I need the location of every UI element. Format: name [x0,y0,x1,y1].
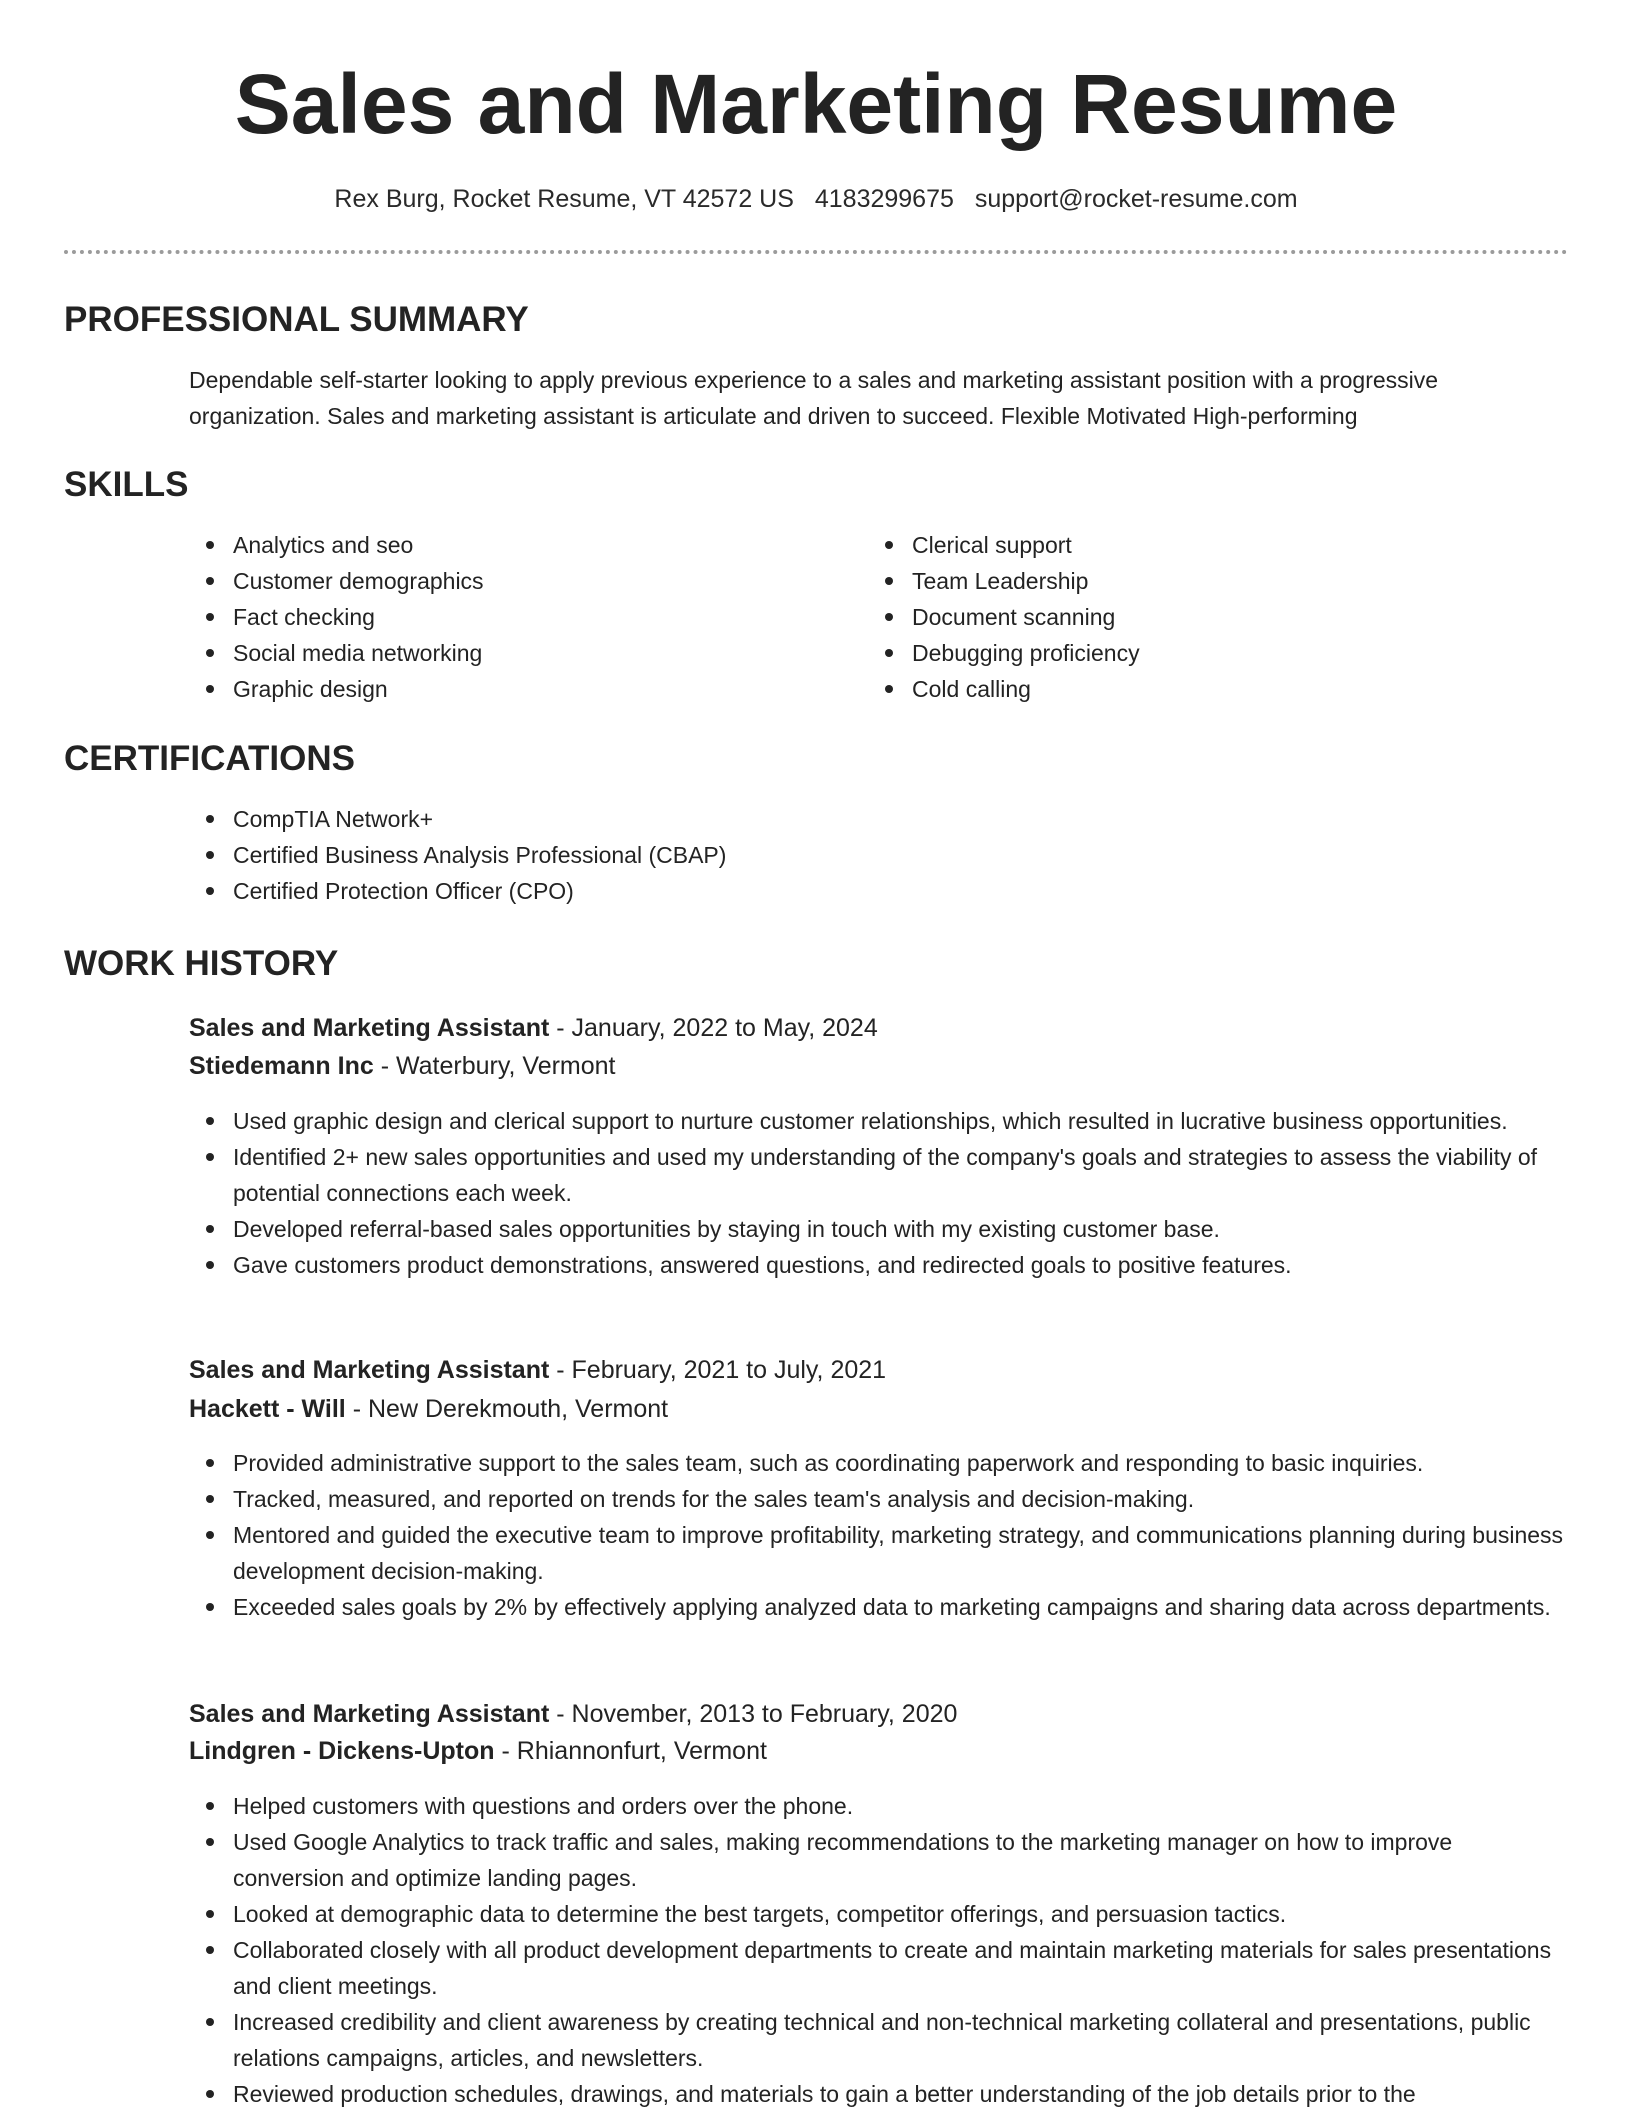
job-company-line [189,1733,767,1769]
list-item [189,873,1489,909]
job-location: - Rhiannonfurt, Vermont [494,1737,767,1765]
job-bullet-text: Developed referral-based sales opportunities by staying in touch with my existing customer base. [233,1216,1220,1242]
bullet-dot [206,1838,214,1846]
list-item [868,563,1508,599]
bullet-dot [885,541,893,549]
skill-text: Document scanning [912,604,1116,630]
contact-line [0,182,1632,216]
skill-text: Analytics and seo [233,532,414,558]
job-bullet-text: Reviewed production schedules, drawings, and materials to gain a better understanding of the job details prior to the [233,2081,1416,2107]
list-item [189,671,829,707]
list-item [189,1247,1569,1283]
bullet-dot [206,2018,214,2026]
job-company: Hackett - Will [189,1395,346,1423]
work-history-heading: WORK HISTORY [64,944,339,983]
list-item [189,1788,1569,1824]
list-item [189,801,1489,837]
bullet-dot [206,887,214,895]
bullet-dot [206,1117,214,1125]
list-item [189,837,1489,873]
job-bullet-text: Looked at demographic data to determine the best targets, competitor offerings, and persuasion tactics. [233,1901,1287,1927]
job-bullet-text: Provided administrative support to the sales team, such as coordinating paperwork and responding to basic inquiries. [233,1450,1424,1476]
bullet-dot [206,541,214,549]
list-item [189,1896,1569,1932]
certifications-heading: CERTIFICATIONS [64,739,356,778]
list-item [189,527,829,563]
skill-text: Graphic design [233,676,388,702]
skill-text: Team Leadership [912,568,1089,594]
job-bullet-text: Increased credibility and client awareness by creating technical and non-technical marketing collateral and presentations, public relations campaigns, articles, and newsletters. [233,2009,1531,2071]
skills-heading: SKILLS [64,465,189,504]
summary-text: Dependable self-starter looking to apply previous experience to a sales and marketing assistant position with a progressive organization. Sales and marketing assistant is articulate and driven to succeed. Flexible Motivated High-performing [189,367,1439,429]
job-title-line [189,1352,886,1388]
list-item [189,1932,1569,2004]
list-item [189,635,829,671]
bullet-dot [206,1459,214,1467]
job-role: Sales and Marketing Assistant [189,1356,550,1384]
bullet-dot [206,1261,214,1269]
bullet-dot [206,649,214,657]
job-title-line [189,1696,957,1732]
job-bullets [189,1445,1569,1625]
list-item [189,1139,1569,1211]
certification-text: CompTIA Network+ [233,806,434,832]
bullet-dot [206,1153,214,1161]
bullet-dot [206,1603,214,1611]
bullet-dot [206,815,214,823]
skill-text: Social media networking [233,640,483,666]
contact-email: support@rocket-resume.com [974,185,1298,213]
job-dates: - January, 2022 to May, 2024 [549,1014,878,1042]
job-company-line [189,1391,668,1427]
skill-text: Customer demographics [233,568,484,594]
list-item [189,2004,1569,2076]
bullet-dot [885,577,893,585]
job-bullet-text: Collaborated closely with all product development departments to create and maintain marketing materials for sales presentations and client meetings. [233,1937,1552,1999]
bullet-dot [885,649,893,657]
job-location: - Waterbury, Vermont [373,1052,616,1080]
list-item [189,1824,1569,1896]
contact-address: Rex Burg, Rocket Resume, VT 42572 US [334,185,794,213]
bullet-dot [206,2090,214,2098]
certification-text: Certified Business Analysis Professional (CBAP) [233,842,727,868]
job-company: Stiedemann Inc [189,1052,374,1080]
bullet-dot [206,1225,214,1233]
job-company: Lindgren - Dickens-Upton [189,1737,495,1765]
resume-title: Sales and Marketing Resume [234,57,1398,151]
job-bullet-text: Tracked, measured, and reported on trends for the sales team's analysis and decision-making. [233,1486,1195,1512]
certifications-list [189,801,1489,909]
list-item [868,599,1508,635]
list-item [189,1445,1569,1481]
job-bullet-text: Used Google Analytics to track traffic and sales, making recommendations to the marketing manager on how to improve conversion and optimize landing pages. [233,1829,1453,1891]
list-item [868,671,1508,707]
list-item [189,599,829,635]
bullet-dot [206,1531,214,1539]
bullet-dot [206,851,214,859]
bullet-dot [206,1802,214,1810]
list-item [868,635,1508,671]
job-dates: - November, 2013 to February, 2020 [549,1700,958,1728]
bullet-dot [206,1946,214,1954]
bullet-dot [885,613,893,621]
job-bullets [189,1103,1569,1283]
list-item [868,527,1508,563]
list-item [189,1481,1569,1517]
list-item [189,1211,1569,1247]
bullet-dot [206,613,214,621]
skill-text: Cold calling [912,676,1031,702]
job-title-line [189,1010,878,1046]
job-bullet-text: Used graphic design and clerical support to nurture customer relationships, which resulted in lucrative business opportunities. [233,1108,1508,1134]
list-item [189,563,829,599]
certification-text: Certified Protection Officer (CPO) [233,878,574,904]
list-item [189,1517,1569,1589]
bullet-dot [206,1495,214,1503]
bullet-dot [885,685,893,693]
job-role: Sales and Marketing Assistant [189,1700,550,1728]
list-item [189,1589,1569,1625]
skill-text: Fact checking [233,604,375,630]
job-bullets [189,1788,1569,2112]
bullet-dot [206,1910,214,1918]
job-bullet-text: Gave customers product demonstrations, answered questions, and redirected goals to positive features. [233,1252,1292,1278]
job-bullet-text: Exceeded sales goals by 2% by effectively applying analyzed data to marketing campaigns and sharing data across departments. [233,1594,1551,1620]
skill-text: Debugging proficiency [912,640,1140,666]
skill-text: Clerical support [912,532,1072,558]
contact-phone: 4183299675 [814,185,954,213]
bullet-dot [206,685,214,693]
summary-heading: PROFESSIONAL SUMMARY [64,300,529,339]
job-bullet-text: Identified 2+ new sales opportunities and used my understanding of the company's goals and strategies to assess the viability of potential connections each week. [233,1144,1538,1206]
job-dates: - February, 2021 to July, 2021 [549,1356,887,1384]
bullet-dot [206,577,214,585]
job-company-line [189,1048,616,1084]
list-item [189,1103,1569,1139]
job-role: Sales and Marketing Assistant [189,1014,550,1042]
header-divider [64,250,1568,254]
job-bullet-text: Mentored and guided the executive team to improve profitability, marketing strategy, and communications planning during business development decision-making. [233,1522,1564,1584]
list-item [189,2076,1569,2112]
skills-list-right [868,527,1508,707]
job-location: - New Derekmouth, Vermont [345,1395,669,1423]
job-bullet-text: Helped customers with questions and orders over the phone. [233,1793,854,1819]
skills-list-left [189,527,829,707]
